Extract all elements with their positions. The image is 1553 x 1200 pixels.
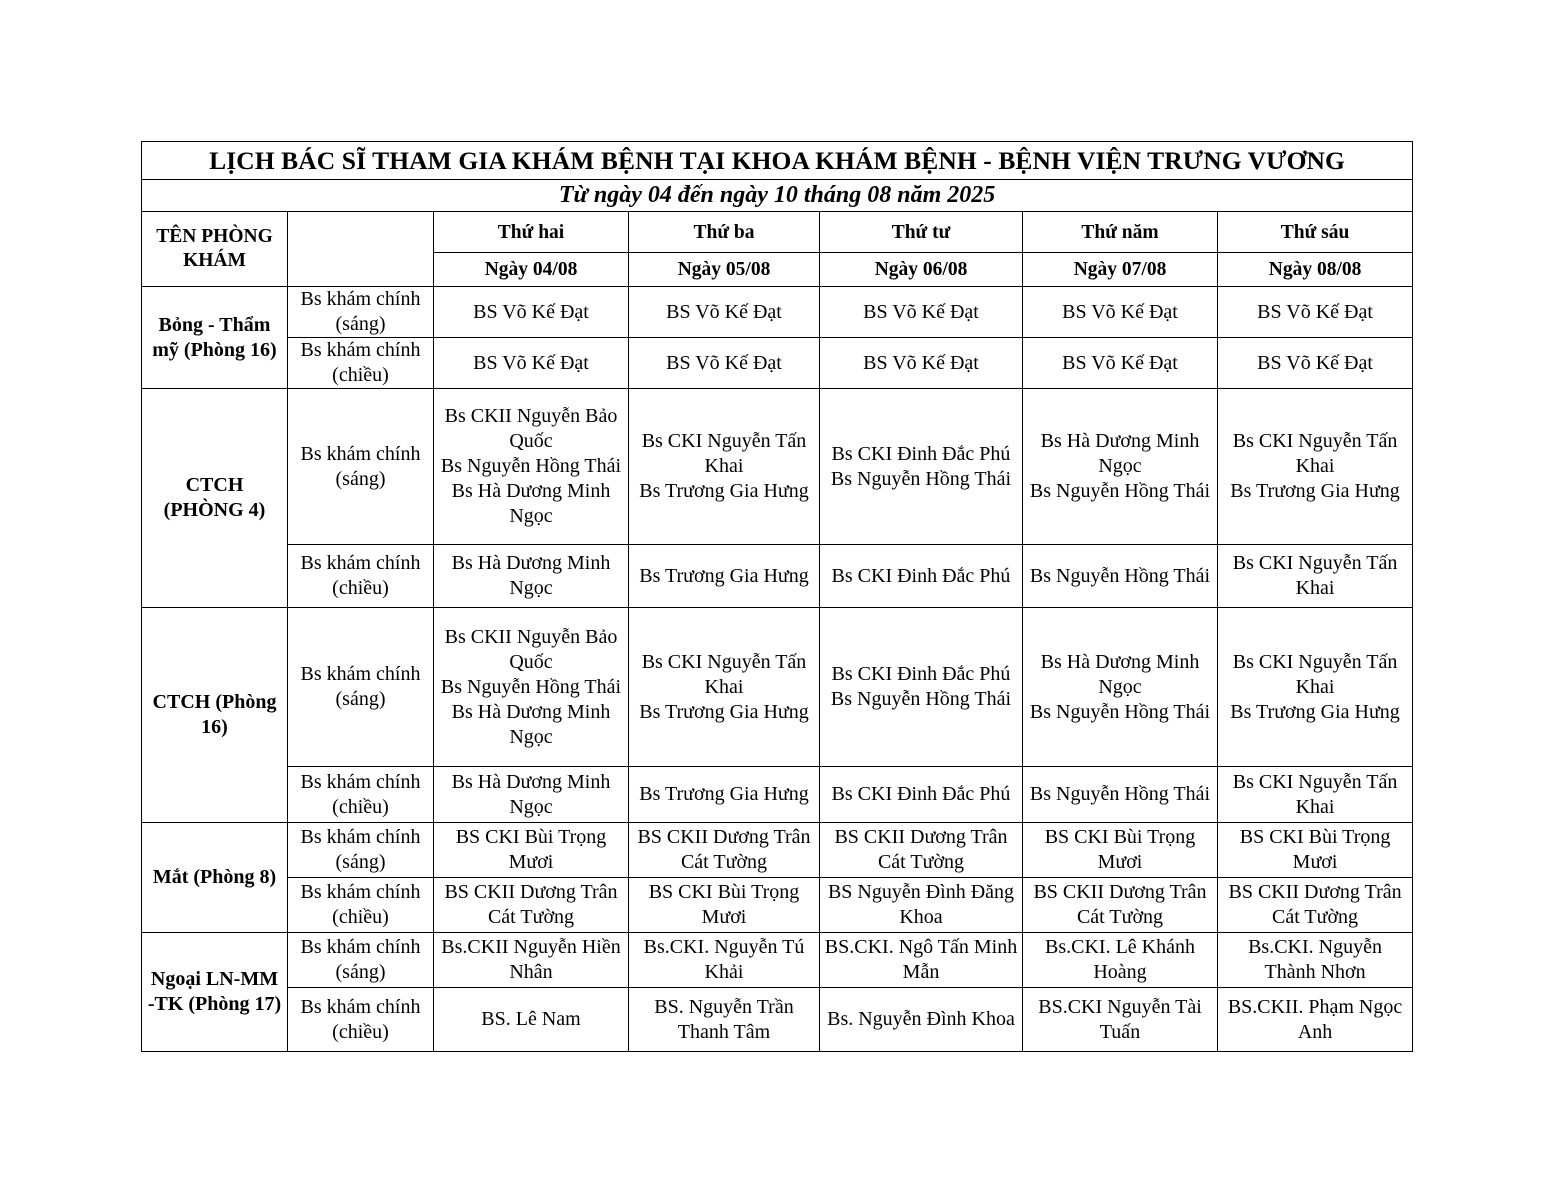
doctor-cell: Bs Trương Gia Hưng — [629, 767, 820, 823]
shift-label: Bs khám chính (chiều) — [288, 338, 434, 389]
doctor-cell: BS. Nguyễn Trần Thanh Tâm — [629, 988, 820, 1052]
doctor-cell: BS Võ Kế Đạt — [629, 338, 820, 389]
shift-label: Bs khám chính (chiều) — [288, 767, 434, 823]
room-name: Bỏng - Thẩm mỹ (Phòng 16) — [142, 287, 288, 389]
doctor-cell: Bs CKI Nguyễn Tấn Khai — [1218, 545, 1413, 608]
table-row — [142, 608, 1413, 767]
room-name: CTCH (PHÒNG 4) — [142, 389, 288, 608]
doctor-cell: BS CKII Dương Trân Cát Tường — [1023, 878, 1218, 933]
doctor-cell: Bs Hà Dương Minh Ngọc Bs Nguyễn Hồng Thái — [1023, 608, 1218, 767]
weekday-header: Thứ hai — [434, 212, 629, 253]
doctor-cell: BS.CKI. Ngô Tấn Minh Mẫn — [820, 933, 1023, 988]
doctor-cell: BS Võ Kế Đạt — [434, 338, 629, 389]
doctor-cell: Bs CKI Nguyễn Tấn Khai Bs Trương Gia Hưng — [1218, 608, 1413, 767]
doctor-cell: Bs Nguyễn Hồng Thái — [1023, 767, 1218, 823]
date-header: Ngày 08/08 — [1218, 253, 1413, 287]
doctor-cell: BS Võ Kế Đạt — [434, 287, 629, 338]
doctor-cell: BS Nguyễn Đình Đăng Khoa — [820, 878, 1023, 933]
shift-label: Bs khám chính (chiều) — [288, 988, 434, 1052]
doctor-cell: BS.CKII. Phạm Ngọc Anh — [1218, 988, 1413, 1052]
schedule-table — [141, 141, 1413, 1052]
table-row — [142, 767, 1413, 823]
doctor-cell: BS. Lê Nam — [434, 988, 629, 1052]
doctor-cell: Bs Hà Dương Minh Ngọc Bs Nguyễn Hồng Thái — [1023, 389, 1218, 545]
table-row — [142, 545, 1413, 608]
doctor-cell: Bs CKI Nguyễn Tấn Khai — [1218, 767, 1413, 823]
room-name: Mắt (Phòng 8) — [142, 823, 288, 933]
table-row — [142, 988, 1413, 1052]
doctor-cell: BS CKI Bùi Trọng Mươi — [1023, 823, 1218, 878]
doctor-cell: Bs CKI Đinh Đắc Phú — [820, 545, 1023, 608]
date-header: Ngày 05/08 — [629, 253, 820, 287]
table-row — [142, 878, 1413, 933]
date-header: Ngày 07/08 — [1023, 253, 1218, 287]
shift-label: Bs khám chính (chiều) — [288, 545, 434, 608]
table-row — [142, 823, 1413, 878]
table-row — [142, 287, 1413, 338]
shift-header-blank — [288, 212, 434, 287]
doctor-cell: Bs.CKI. Lê Khánh Hoàng — [1023, 933, 1218, 988]
shift-label: Bs khám chính (chiều) — [288, 878, 434, 933]
doctor-cell: BS CKI Bùi Trọng Mươi — [629, 878, 820, 933]
doctor-cell: Bs Nguyễn Hồng Thái — [1023, 545, 1218, 608]
weekday-header: Thứ ba — [629, 212, 820, 253]
table-row — [142, 338, 1413, 389]
doctor-cell: BS Võ Kế Đạt — [820, 338, 1023, 389]
room-header: TÊN PHÒNG KHÁM — [142, 212, 288, 287]
doctor-cell: BS Võ Kế Đạt — [820, 287, 1023, 338]
doctor-cell: Bs CKI Nguyễn Tấn Khai Bs Trương Gia Hưng — [629, 389, 820, 545]
doctor-cell: BS CKII Dương Trân Cát Tường — [1218, 878, 1413, 933]
doctor-cell: BS CKII Dương Trân Cát Tường — [434, 878, 629, 933]
table-row — [142, 933, 1413, 988]
doctor-cell: BS.CKI Nguyễn Tài Tuấn — [1023, 988, 1218, 1052]
schedule-date-range: Từ ngày 04 đến ngày 10 tháng 08 năm 2025 — [142, 180, 1413, 212]
shift-label: Bs khám chính (sáng) — [288, 608, 434, 767]
doctor-cell: BS Võ Kế Đạt — [1218, 287, 1413, 338]
doctor-cell: Bs Hà Dương Minh Ngọc — [434, 545, 629, 608]
doctor-cell: BS CKII Dương Trân Cát Tường — [820, 823, 1023, 878]
doctor-cell: BS Võ Kế Đạt — [1023, 287, 1218, 338]
room-name: Ngoại LN-MM -TK (Phòng 17) — [142, 933, 288, 1052]
doctor-cell: BS Võ Kế Đạt — [1218, 338, 1413, 389]
shift-label: Bs khám chính (sáng) — [288, 823, 434, 878]
weekday-header: Thứ năm — [1023, 212, 1218, 253]
shift-label: Bs khám chính (sáng) — [288, 287, 434, 338]
doctor-cell: Bs CKI Nguyễn Tấn Khai Bs Trương Gia Hưng — [1218, 389, 1413, 545]
doctor-cell: Bs Trương Gia Hưng — [629, 545, 820, 608]
doctor-cell: BS CKI Bùi Trọng Mươi — [1218, 823, 1413, 878]
doctor-cell: BS Võ Kế Đạt — [629, 287, 820, 338]
date-header: Ngày 06/08 — [820, 253, 1023, 287]
schedule-title: LỊCH BÁC SĨ THAM GIA KHÁM BỆNH TẠI KHOA KHÁM BỆNH - BỆNH VIỆN TRƯNG VƯƠNG — [142, 142, 1413, 180]
doctor-cell: Bs.CKI. Nguyễn Tú Khải — [629, 933, 820, 988]
doctor-cell: Bs. Nguyễn Đình Khoa — [820, 988, 1023, 1052]
table-row — [142, 389, 1413, 545]
doctor-cell: Bs CKII Nguyễn Bảo Quốc Bs Nguyễn Hồng Thái Bs Hà Dương Minh Ngọc — [434, 389, 629, 545]
shift-label: Bs khám chính (sáng) — [288, 389, 434, 545]
doctor-cell: Bs CKI Đinh Đắc Phú Bs Nguyễn Hồng Thái — [820, 608, 1023, 767]
doctor-cell: Bs CKI Đinh Đắc Phú — [820, 767, 1023, 823]
doctor-cell: Bs.CKI. Nguyễn Thành Nhơn — [1218, 933, 1413, 988]
doctor-cell: Bs.CKII Nguyễn Hiền Nhân — [434, 933, 629, 988]
room-name: CTCH (Phòng 16) — [142, 608, 288, 823]
date-header: Ngày 04/08 — [434, 253, 629, 287]
doctor-cell: BS Võ Kế Đạt — [1023, 338, 1218, 389]
doctor-cell: BS CKI Bùi Trọng Mươi — [434, 823, 629, 878]
doctor-cell: Bs Hà Dương Minh Ngọc — [434, 767, 629, 823]
doctor-cell: Bs CKI Đinh Đắc Phú Bs Nguyễn Hồng Thái — [820, 389, 1023, 545]
shift-label: Bs khám chính (sáng) — [288, 933, 434, 988]
weekday-header: Thứ tư — [820, 212, 1023, 253]
weekday-header: Thứ sáu — [1218, 212, 1413, 253]
doctor-cell: Bs CKII Nguyễn Bảo Quốc Bs Nguyễn Hồng Thái Bs Hà Dương Minh Ngọc — [434, 608, 629, 767]
doctor-cell: BS CKII Dương Trân Cát Tường — [629, 823, 820, 878]
doctor-cell: Bs CKI Nguyễn Tấn Khai Bs Trương Gia Hưng — [629, 608, 820, 767]
